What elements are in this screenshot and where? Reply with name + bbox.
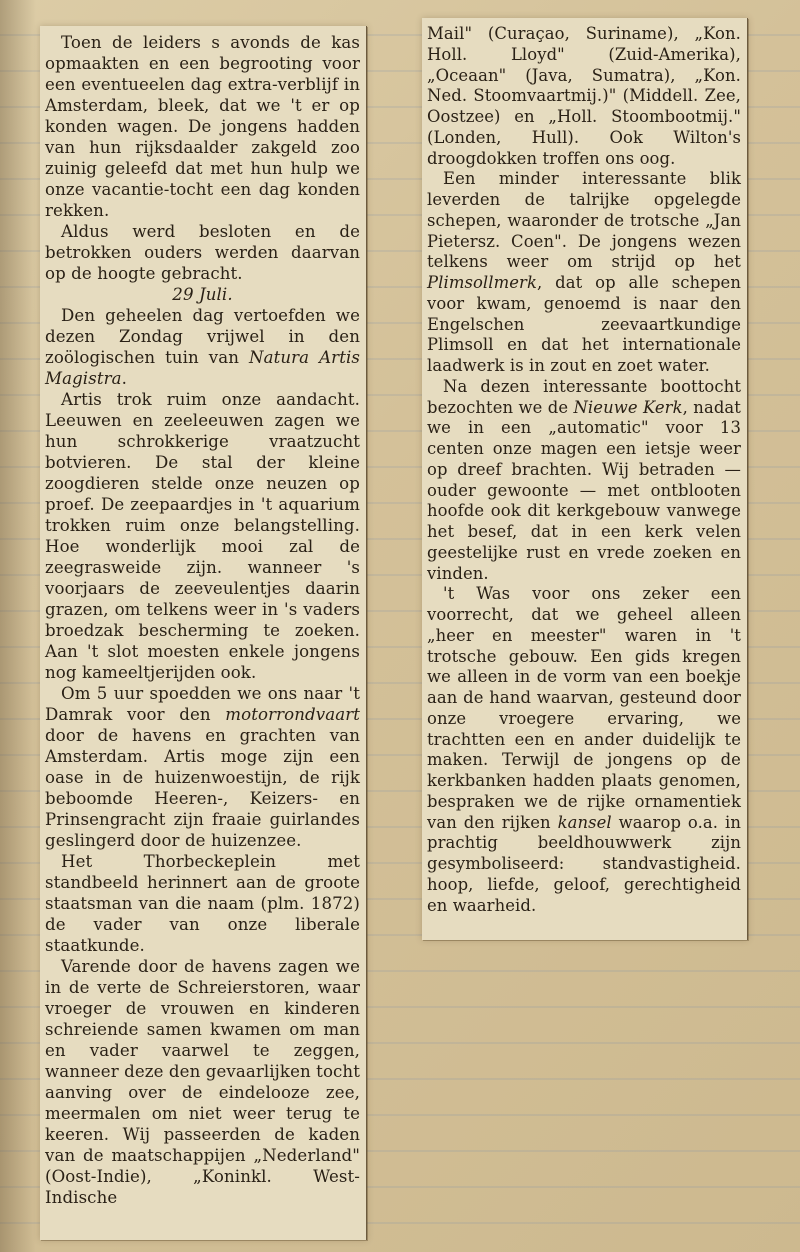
- emphasis-text: motorrondvaart: [225, 705, 360, 724]
- date-heading: 29 Juli.: [172, 285, 233, 304]
- paragraph: Artis trok ruim onze aandacht. Leeuwen en zeeleeuwen zagen we hun schrokkerige vraatzucht botvieren. De stal der kleine zoogdieren stelde onze neuzen op proef. De zeepaardjes in 't aquarium trokken ruim onze belangstelling. Hoe wonderlijk mooi zal de zeegrasweide zijn. wanneer 's voorjaars de zeeveulentjes daarin grazen, om telkens weer in 's vaders broedzak bescherming te zoeken. Aan 't slot moesten enkele jongens nog kameeltjerijden ook.: [45, 390, 360, 682]
- paragraph: Aldus werd besloten en de betrokken ouders werden daarvan op de hoogte gebracht.: [45, 222, 360, 283]
- paragraph: [45, 683, 360, 851]
- paragraph-text: , nadat we in een „automatic" voor 13 centen onze magen een ietsje weer op dreef brachten. Wij betraden — ouder gewoonte — met ontblooten hoofde ook dit kerkgebouw vanwege het besef, dat in een kerk velen geestelijke rust en vrede zoeken en vinden.: [427, 397, 741, 583]
- paragraph: Varende door de havens zagen we in de verte de Schreierstoren, waar vroeger de vrouwen en kinderen schreiende samen kwamen om man en vader vaarwel te zeggen, wanneer deze den gevaarlijken tocht aanving over de eindelooze zee, meermalen om niet weer terug te keeren. Wij passeerden de kaden van de maatschappijen „Nederland" (Oost-Indie), „Koninkl. West-Indische: [45, 957, 360, 1207]
- paragraph: [427, 377, 741, 585]
- newspaper-clipping-left: [40, 26, 367, 1240]
- paragraph-text: .: [121, 369, 127, 388]
- paragraph: Mail" (Curaçao, Suriname), „Kon. Holl. Lloyd" (Zuid-Amerika), „Oceaan" (Java, Sumatra), „Kon. Ned. Stoomvaartmij.)" (Middell. Zee, Oostzee) en „Holl. Stoombootmij." (Londen, Hull). Ook Wilton's droogdokken troffen ons oog.: [427, 24, 741, 168]
- paragraph-text: Een minder interessante blik leverden de talrijke opgelegde schepen, waaronder de trotsche „Jan Pietersz. Coen". De jongens wezen telkens weer om strijd op het: [427, 169, 741, 272]
- emphasis-text: kansel: [557, 812, 612, 832]
- emphasis-text: Nieuwe Kerk: [573, 397, 683, 417]
- right-column-text: [427, 24, 741, 916]
- newspaper-clipping-right: [422, 18, 748, 940]
- emphasis-text: Natura Artis Magistra: [45, 348, 361, 388]
- paragraph-text: waarop o.a. in prachtig beeldhouwwerk zijn gesymboliseerd: standvastigheid. hoop, liefde, geloof, gerechtigheid en waarheid.: [427, 812, 741, 915]
- paragraph: [427, 584, 741, 916]
- paragraph-text: Na dezen interessante boottocht bezochten we de: [427, 376, 741, 417]
- paragraph-text: 't Was voor ons zeker een voorrecht, dat we geheel alleen „heer en meester" waren in 't trotsche gebouw. Een gids kregen we alleen in de vorm van een boekje aan de hand waarvan, gesteund door onze vroegere ervaring, we trachtten een en ander duidelijk te maken. Terwijl de jongens op de kerkbanken hadden plaats genomen, bespraken we de rijke ornamentiek van den rijken: [427, 584, 741, 832]
- paragraph-text: door de havens en grachten van Amsterdam. Artis moge zijn een oase in de huizenwoestijn, de rijk beboomde Heeren-, Keizers- en Prinsengracht zijn fraaie guirlandes geslingerd door de huizenzee.: [45, 726, 360, 850]
- paragraph: Toen de leiders s avonds de kas opmaakten en een begrooting voor een eventueelen dag extra-verblijf in Amsterdam, bleek, dat we 't er op konden wagen. De jongens hadden van hun rijksdaalder zakgeld zoo zuinig geleefd dat met hun hulp we onze vacantie-tocht een dag konden rekken.: [45, 33, 360, 220]
- paragraph-text: , dat op alle schepen voor kwam, genoemd is naar den Engelschen zeevaartkundige Plimsoll en dat het internationale laadwerk is in zout en zoet water.: [427, 273, 741, 375]
- paragraph: [427, 169, 741, 377]
- paragraph-text: Den geheelen dag vertoefden we dezen Zondag vrijwel in den zoölogischen tuin van: [45, 306, 360, 367]
- paragraph: Het Thorbeckeplein met standbeeld herinnert aan de groote staatsman van die naam (plm. 1872) de vader van onze liberale staatkunde.: [45, 852, 360, 955]
- paragraph-text: Om 5 uur spoedden we ons naar 't Damrak voor den: [45, 684, 360, 724]
- left-column-text: [45, 32, 360, 1208]
- paragraph: [45, 305, 360, 389]
- emphasis-text: Plimsollmerk: [427, 273, 538, 292]
